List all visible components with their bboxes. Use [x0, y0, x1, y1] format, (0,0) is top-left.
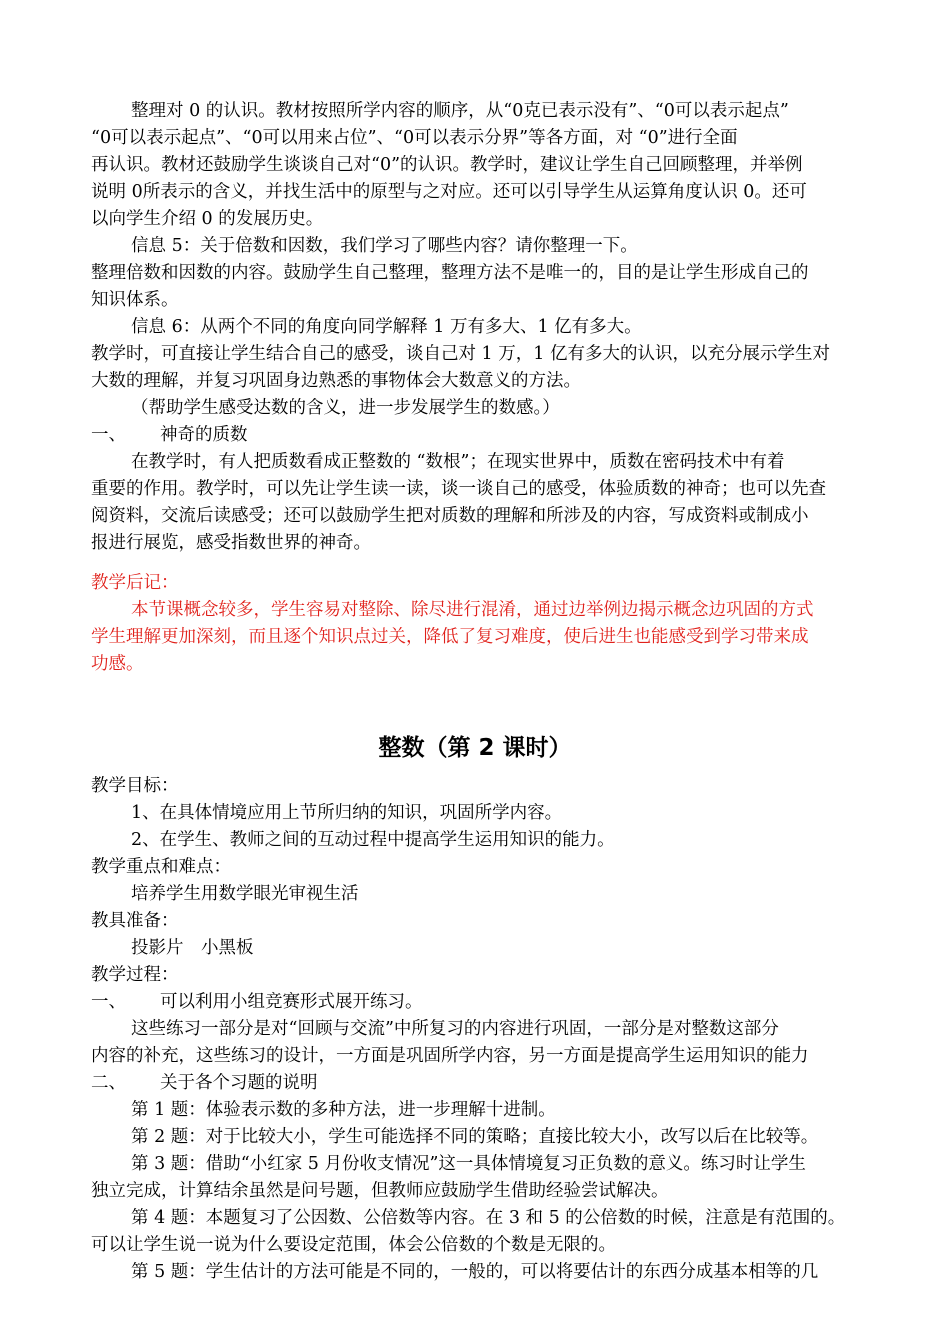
process-label: 教学过程： [91, 965, 179, 985]
exercise-line: 独立完成，计算结余虽然是问号题，但教师应鼓励学生借助经验尝试解决。 [91, 1181, 669, 1201]
process-item-heading: 关于各个习题的说明 [160, 1073, 318, 1093]
goals-label: 教学目标： [91, 776, 179, 796]
exercise-line: 第 5 题：学生估计的方法可能是不同的，一般的，可以将要估计的东西分成基本相等的几 [131, 1262, 819, 1282]
prime-body-line: 重要的作用。教学时，可以先让学生读一读，谈一谈自己的感受，体验质数的神奇；也可以先查 [91, 479, 826, 499]
prime-body-line: 报进行展览，感受指数世界的神奇。 [91, 533, 371, 553]
info5-heading: 信息 5：关于倍数和因数，我们学习了哪些内容？请你整理一下。 [131, 236, 638, 256]
goal-item: 2、在学生、教师之间的互动过程中提高学生运用知识的能力。 [131, 830, 615, 850]
key-points-text: 培养学生用数学眼光审视生活 [131, 884, 359, 904]
postscript-body-line: 学生理解更加深刻，而且逐个知识点过关，降低了复习难度，使后进生也能感受到学习带来成 [91, 627, 809, 647]
info6-heading: 信息 6：从两个不同的角度向同学解释 1 万有多大、1 亿有多大。 [131, 317, 642, 337]
prime-heading-number: 一、 [91, 425, 126, 445]
info6-body-line: 大数的理解，并复习巩固身边熟悉的事物体会大数意义的方法。 [91, 371, 581, 391]
exercise-line: 可以让学生说一说为什么要设定范围，体会公倍数的个数是无限的。 [91, 1235, 616, 1255]
exercise-line: 第 4 题：本题复习了公因数、公倍数等内容。在 3 和 5 的公倍数的时候，注意是有范围的。 [131, 1208, 846, 1228]
postscript-body-line: 本节课概念较多，学生容易对整除、除尽进行混淆，通过边举例边揭示概念边巩固的方式 [131, 600, 814, 620]
para1-line: 再认识。教材还鼓励学生谈谈自己对“0”的认识。教学时，建议让学生自己回顾整理，并举例 [91, 155, 803, 175]
exercise-line: 第 3 题：借助“小红家 5 月份收支情况”这一具体情境复习正负数的意义。练习时让学生 [131, 1154, 806, 1174]
process-item-body-line: 这些练习一部分是对“回顾与交流”中所复习的内容进行巩固，一部分是对整数这部分 [131, 1019, 779, 1039]
info6-body-line: 教学时，可直接让学生结合自己的感受，谈自己对 1 万，1 亿有多大的认识，以充分展示学生对 [91, 344, 830, 364]
key-points-label: 教学重点和难点： [91, 857, 231, 877]
goal-item: 1、在具体情境应用上节所归纳的知识，巩固所学内容。 [131, 803, 563, 823]
para1-line: 说明 0所表示的含义，并找生活中的原型与之对应。还可以引导学生从运算角度认识 0。还可 [91, 182, 807, 202]
para1-line: “0可以表示起点”、“0可以用来占位”、“0可以表示分界”等各方面，对 “0”进行全面 [91, 128, 738, 148]
process-item-body-line: 内容的补充，这些练习的设计，一方面是巩固所学内容，另一方面是提高学生运用知识的能力 [91, 1046, 809, 1066]
process-item-number: 一、 [91, 992, 126, 1012]
lesson-title: 整数（第 2 课时） [378, 735, 572, 761]
info6-body-line: （帮助学生感受达数的含义，进一步发展学生的数感。） [131, 398, 560, 418]
process-item-heading: 可以利用小组竞赛形式展开练习。 [160, 992, 423, 1012]
prime-body-line: 阅资料，交流后读感受；还可以鼓励学生把对质数的理解和所涉及的内容，写成资料或制成小 [91, 506, 809, 526]
tools-label: 教具准备： [91, 911, 179, 931]
process-item-number: 二、 [91, 1073, 126, 1093]
exercise-line: 第 1 题：体验表示数的多种方法，进一步理解十进制。 [131, 1100, 556, 1120]
para1-line: 整理对 0 的认识。教材按照所学内容的顺序，从“0克已表示没有”、“0可以表示起点” [131, 101, 789, 121]
exercise-line: 第 2 题：对于比较大小，学生可能选择不同的策略；直接比较大小，改写以后在比较等。 [131, 1127, 819, 1147]
postscript-body-line: 功感。 [91, 654, 144, 674]
info5-body-line: 整理倍数和因数的内容。鼓励学生自己整理，整理方法不是唯一的，目的是让学生形成自己的 [91, 263, 809, 283]
postscript-heading: 教学后记： [91, 573, 179, 593]
para1-line: 以向学生介绍 0 的发展历史。 [91, 209, 324, 229]
info5-body-line: 知识体系。 [91, 290, 179, 310]
tools-text: 投影片 小黑板 [131, 938, 254, 958]
prime-body-line: 在教学时，有人把质数看成正整数的 “数根”；在现实世界中，质数在密码技术中有着 [131, 452, 785, 472]
prime-heading: 神奇的质数 [160, 425, 248, 445]
